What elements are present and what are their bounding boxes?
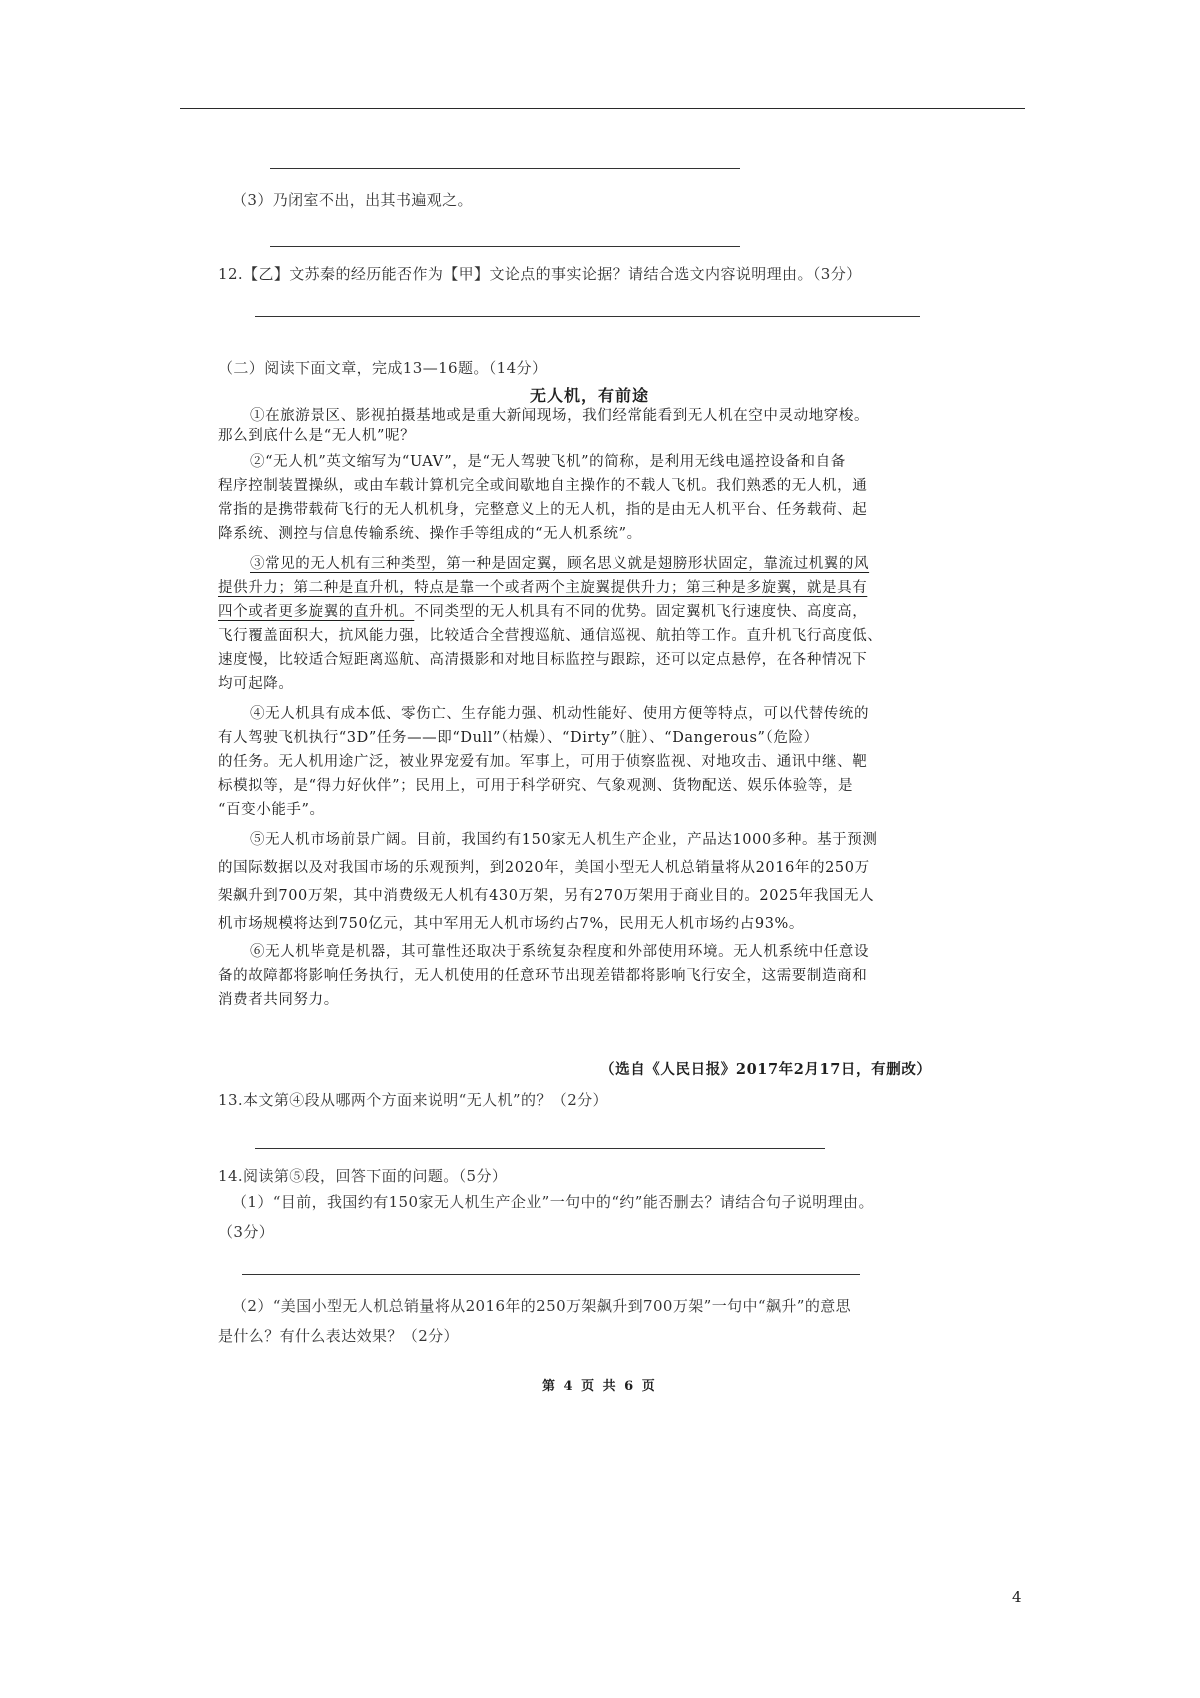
text-line: 常指的是携带载荷飞行的无人机机身，完整意义上的无人机，指的是由无人机平台、任务载荷、起 (218, 502, 868, 518)
answer-line[interactable] (242, 1274, 860, 1275)
underlined-line: ③常见的无人机有三种类型，第一种是固定翼，顾名思义就是翅膀形状固定，靠流过机翼的风 (250, 556, 870, 572)
text-line: ④无人机具有成本低、零伤亡、生存能力强、机动性能好、使用方便等特点，可以代替传统的 (250, 706, 870, 722)
answer-line[interactable] (270, 168, 740, 169)
paragraph-5 (218, 830, 978, 934)
text-line: 的国际数据以及对我国市场的乐观预判，到2020年，美国小型无人机总销量将从2016年的250万 (218, 860, 870, 876)
question-13: 13.本文第④段从哪两个方面来说明“无人机”的？（2分） (218, 1091, 608, 1109)
article-title: 无人机，有前途 (530, 386, 650, 405)
question-14-1-score: （3分） (218, 1223, 275, 1241)
text-line: 消费者共同努力。 (218, 992, 339, 1008)
paragraph-2 (218, 452, 978, 544)
text-span: 不同类型的无人机具有不同的优势。固定翼机飞行速度快、高度高， (414, 604, 868, 620)
text-line: ①在旅游景区、影视拍摄基地或是重大新闻现场，我们经常能看到无人机在空中灵动地穿梭。 (250, 408, 870, 424)
question-14-1: （1）“目前，我国约有150家无人机生产企业”一句中的“约”能否删去？请结合句子说明理由。 (232, 1193, 874, 1211)
page-label: 第 4 页 共 6 页 (542, 1379, 657, 1394)
item-3-text: （3）乃闭室不出，出其书遍观之。 (232, 191, 473, 209)
text-line: 那么到底什么是“无人机”呢？ (218, 428, 416, 444)
text-line: 备的故障都将影响任务执行，无人机使用的任意环节出现差错都将影响飞行安全，这需要制造商和 (218, 968, 868, 984)
text-line: 有人驾驶飞机执行“3D”任务——即“Dull”（枯燥）、“Dirty”（脏）、“Dangerous”（危险） (218, 730, 819, 746)
text-line: ⑥无人机毕竟是机器，其可靠性还取决于系统复杂程度和外部使用环境。无人机系统中任意设 (250, 944, 870, 960)
page-number: 4 (1012, 1588, 1022, 1606)
paragraph-3 (218, 554, 978, 694)
paragraph-4 (218, 704, 978, 820)
header-rule (180, 108, 1025, 109)
question-14-2-cont: 是什么？有什么表达效果？（2分） (218, 1327, 459, 1345)
article-body (218, 406, 978, 1010)
text-line: 均可起降。 (218, 676, 294, 692)
text-line: 的任务。无人机用途广泛，被业界宠爱有加。军事上，可用于侦察监视、对地攻击、通讯中继、靶 (218, 754, 868, 770)
paragraph-6 (218, 942, 978, 1010)
answer-line[interactable] (255, 316, 920, 317)
text-line: 速度慢，比较适合短距离巡航、高清摄影和对地目标监控与跟踪，还可以定点悬停，在各种情况下 (218, 652, 868, 668)
text-line: 架飙升到700万架，其中消费级无人机有430万架，另有270万架用于商业目的。2025年我国无人 (218, 888, 875, 904)
underlined-line: 提供升力；第二种是直升机，特点是靠一个或者两个主旋翼提供升力；第三种是多旋翼，就是具有 (218, 580, 868, 596)
question-12: 12.【乙】文苏秦的经历能否作为【甲】文论点的事实论据？请结合选文内容说明理由。（3分） (218, 265, 862, 283)
text-line: ②“无人机”英文缩写为“UAV”，是“无人驾驶飞机”的简称，是利用无线电遥控设备和自备 (250, 454, 846, 470)
question-14-2: （2）“美国小型无人机总销量将从2016年的250万架飙升到700万架”一句中“飙升”的意思 (232, 1297, 852, 1315)
text-line: ⑤无人机市场前景广阔。目前，我国约有150家无人机生产企业，产品达1000多种。基于预测 (250, 832, 878, 848)
answer-line[interactable] (270, 246, 740, 247)
question-14: 14.阅读第⑤段，回答下面的问题。（5分） (218, 1167, 508, 1185)
article-source: （选自《人民日报》2017年2月17日，有删改） (600, 1061, 932, 1078)
text-line: “百变小能手”。 (218, 802, 325, 818)
section-instruction: （二）阅读下面文章，完成13—16题。（14分） (218, 359, 548, 377)
text-line: 飞行覆盖面积大，抗风能力强，比较适合全营搜巡航、通信巡视、航拍等工作。直升机飞行高度低、 (218, 628, 883, 644)
underlined-span: 四个或者更多旋翼的直升机。 (218, 604, 415, 620)
text-line: 标模拟等，是“得力好伙伴”；民用上，可用于科学研究、气象观测、货物配送、娱乐体验等，是 (218, 778, 854, 794)
paragraph-1 (218, 406, 978, 446)
answer-line[interactable] (255, 1148, 825, 1149)
text-line: 机市场规模将达到750亿元，其中军用无人机市场约占7%，民用无人机市场约占93%。 (218, 916, 805, 932)
text-line (218, 602, 978, 622)
text-line: 降系统、测控与信息传输系统、操作手等组成的“无人机系统”。 (218, 526, 642, 542)
text-line: 程序控制装置操纵，或由车载计算机完全或间歇地自主操作的不载人飞机。我们熟悉的无人机，通 (218, 478, 868, 494)
